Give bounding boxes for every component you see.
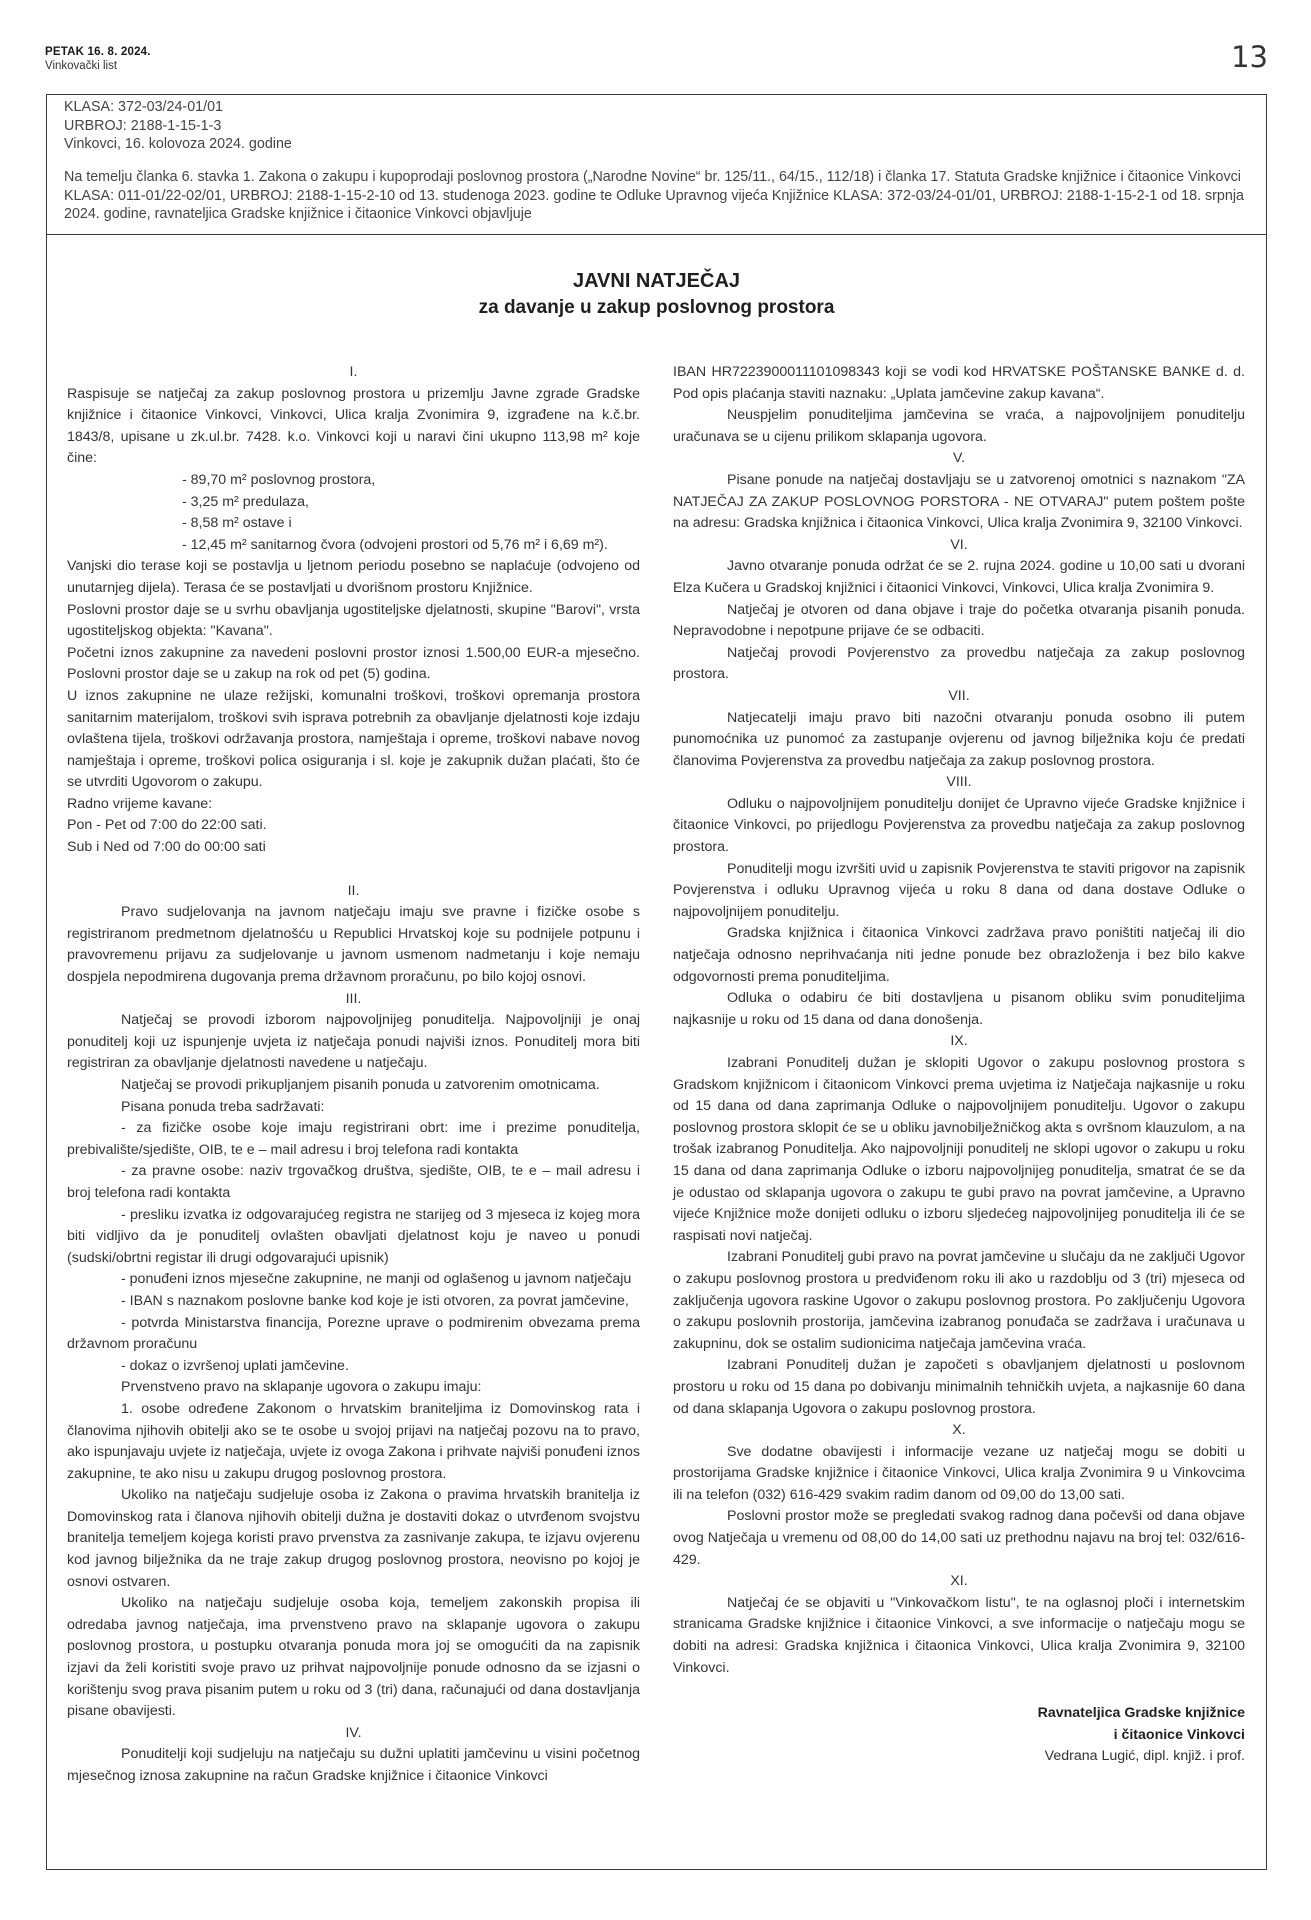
right-column	[673, 362, 1245, 1768]
paragraph: Odluka o odabiru će biti dostavljena u pisanom obliku svim ponuditeljima najkasnije u roku od 15 dana od dana donošenja.	[673, 990, 1245, 1028]
divider	[46, 234, 1267, 235]
right-column-body	[673, 362, 1245, 1679]
paragraph: - ponuđeni iznos mjesečne zakupnine, ne manji od oglašenog u javnom natječaju	[121, 1271, 632, 1288]
section-heading: I.	[349, 364, 358, 380]
section-heading: VI.	[950, 536, 968, 553]
section-heading: III.	[345, 990, 362, 1007]
paragraph: Vanjski dio terase koji se postavlja u ljetnom periodu posebno se naplaćuje (odvojeno od unutarnjeg dijela). Terasa će se postavljati u dvorišnom prostoru Knjižnice.	[67, 558, 640, 596]
paragraph: Natječaj je otvoren od dana objave i traje do početka otvaranja pisanih ponuda. Nepravodobne i nepotpune prijave će se odbaciti.	[673, 601, 1245, 640]
paragraph: - 89,70 m² poslovnog prostora,	[182, 471, 376, 488]
paragraph: Izabrani Ponuditelj dužan je započeti s obavljanjem djelatnosti u poslovnom prostoru u roku od 15 dana po dobivanju minimalnih tehničkih uvjeta, a najkasnije 60 dana od dana sklapanja Ugovora o zakupu poslovnog prostora.	[673, 1357, 1245, 1417]
paragraph: Poslovni prostor može se pregledati svakog radnog dana počevši od dana objave ovog Natječaja u vremenu od 08,00 do 14,00 sati uz prethodnu najavu na broj tel: 032/616-429.	[673, 1508, 1245, 1568]
paragraph: - za fizičke osobe koje imaju registrirani obrt: ime i prezime ponuditelja, prebivalište/sjedište, OIB, te e – mail adresu i broj telefona radi kontakta	[67, 1120, 640, 1158]
urbroj-line: URBROJ: 2188-1-15-1-3	[64, 117, 222, 134]
klasa-line: KLASA: 372-03/24-01/01	[64, 99, 223, 115]
paragraph: U iznos zakupnine ne ulaze režijski, komunalni troškovi, troškovi opremanja prostora sanitarnim materijalom, troškovi svih isprava potrebnih za obavljanje djelatnosti koje izdaju ovlaštena tijela, troškovi održavanja prostora, namještaja i opreme, troškovi nabave novog namještaja i opreme, troškovi polica osiguranja i sl. koje je zakupnik dužan plaćati, što će se utvrditi Ugovorom o zakupu.	[67, 687, 640, 791]
signature-name: Vedrana Lugić, dipl. knjiž. i prof.	[1044, 1748, 1245, 1765]
paragraph: - potvrda Ministarstva financija, Porezne uprave o podmirenim obvezama prema državnom proračunu	[67, 1314, 640, 1353]
paragraph: Natječaj se provodi prikupljanjem pisanih ponuda u zatvorenim omotnicama.	[121, 1077, 600, 1093]
paragraph: Pravo sudjelovanja na javnom natječaju imaju sve pravne i fizičke osobe s registriranom predmetnom djelatnošću u Republici Hrvatskoj koje su podnijele potpunu i pravovremenu prijavu za sudjelovanje u javnom usmenom nadmetanju i koje nemaju dospjela nepodmirena dugovanja prema državnom proračunu, po bilo kojoj osnovi.	[67, 904, 640, 986]
section-heading: II.	[347, 882, 360, 899]
paragraph: Natječaj provodi Povjerenstvo za provedbu natječaja za zakup poslovnog prostora.	[673, 644, 1245, 683]
section-heading: IX.	[950, 1033, 968, 1050]
paragraph: Poslovni prostor daje se u svrhu obavljanja ugostiteljske djelatnosti, skupine "Barovi", vrsta ugostiteljskog objekta: "Kavana".	[67, 601, 640, 640]
paragraph: Sve dodatne obavijesti i informacije vezane uz natječaj mogu se dobiti u prostorijama Gradske knjižnice i čitaonice Vinkovci, Ulica kralja Zvonimira 9 u Vinkovcima ili na telefon (032) 616-429 svakim radim danom od 09,00 do 13,00 sati.	[673, 1443, 1245, 1503]
reference-block	[64, 98, 292, 154]
paragraph: - 12,45 m² sanitarnog čvora (odvojeni prostori od 5,76 m² i 6,69 m²).	[182, 536, 608, 553]
page-number: 13	[1231, 40, 1268, 74]
section-heading: X.	[952, 1422, 966, 1439]
signature-title-1: Ravnateljica Gradske knjižnice	[1037, 1705, 1245, 1722]
paragraph: Prvenstveno pravo na sklapanje ugovora o zakupu imaju:	[121, 1379, 482, 1396]
paragraph: Sub i Ned od 7:00 do 00:00 sati	[67, 839, 266, 856]
notice-title: JAVNI NATJEČAJ	[572, 270, 741, 292]
section-heading: VII.	[948, 687, 970, 704]
newspaper-name: Vinkovački list	[45, 60, 118, 72]
paragraph: - 3,25 m² predulaza,	[182, 493, 309, 510]
section-heading: XI.	[950, 1573, 968, 1590]
paragraph: Pon - Pet od 7:00 do 22:00 sati.	[67, 817, 267, 834]
paragraph: 1. osobe određene Zakonom o hrvatskim braniteljima iz Domovinskog rata i članovima njihovih obitelji ako se te osobe u svojoj prijavi na natječaj pozovu na to pravo, ako ispunjavaju uvjete iz natječaja, uvjete iz ovoga Zakona i prihvate najviši ponuđeni iznos zakupnine, te ako nisu u zakupu drugog poslovnog prostora.	[67, 1400, 640, 1482]
signature-title-2: i čitaonice Vinkovci	[1113, 1726, 1245, 1743]
paragraph: - IBAN s naznakom poslovne banke kod koje je isti otvoren, za povrat jamčevine,	[121, 1292, 629, 1309]
section-heading: VIII.	[946, 774, 972, 791]
issue-date: PETAK 16. 8. 2024.	[45, 46, 151, 58]
signature-gap	[673, 1679, 1245, 1703]
paragraph: Neuspjelim ponuditeljima jamčevina se vraća, a najpovoljnijem ponuditelju uračunava se u cijenu prilikom sklapanja ugovora.	[673, 407, 1245, 445]
paragraph: Početni iznos zakupnine za navedeni poslovni prostor iznosi 1.500,00 EUR-a mjesečno. Poslovni prostor daje se u zakup na rok od pet (5) godina.	[67, 644, 640, 683]
left-column	[67, 362, 640, 1788]
preamble: Na temelju članka 6. stavka 1. Zakona o zakupu i kupoprodaji poslovnog prostora („Narodne Novine“ br. 125/11., 64/15., 112/18) i članka 17. Statuta Gradske knjižnice i čitaonice Vinkovci KLASA: 011-01/22-02/01, URBROJ: 2188-1-15-2-10 od 13. studenoga 2023. godine te Odluke Upravnog vijeća Knjižnice KLASA: 372-03/24-01/01, URBROJ: 2188-1-15-2-1 od 18. srpnja 2024. godine, ravnateljica Gradske knjižnice i čitaonice Vinkovci objavljuje	[64, 169, 1244, 222]
section-heading: IV.	[345, 1724, 362, 1741]
paragraph: Natječaj se provodi izborom najpovoljnijeg ponuditelja. Najpovoljniji je onaj ponuditelj koji uz ispunjenje uvjeta iz natječaja ponudi najviši iznos. Ponuditelj mora biti registriran za obavljanje djelatnosti navedene u natječaju.	[67, 1012, 640, 1072]
paragraph: Ponuditelji mogu izvršiti uvid u zapisnik Povjerenstva te staviti prigovor na zapisnik Povjerenstva i odluku Upravnog vijeća u roku 8 dana od dana dostave Odluke o najpovoljnijem ponuditelju.	[673, 860, 1245, 920]
paragraph: IBAN HR7223900011101098343 koji se vodi kod HRVATSKE POŠTANSKE BANKE d. d. Pod opis plaćanja staviti naznaku: „Uplata jamčevine zakup kavana“.	[673, 364, 1245, 402]
paragraph: - 8,58 m² ostave i	[182, 515, 292, 532]
paragraph: Natječaj će se objaviti u "Vinkovačkom listu", te na oglasnoj ploči i internetskim stranicama Gradske knjižnice i čitaonice Vinkovci, a sve informacije o natječaju mogu se dobiti na adresi: Gradska knjižnica i čitaonica Vinkovci, Ulica kralja Zvonimira 9, 32100 Vinkovci.	[673, 1594, 1245, 1676]
paragraph: Javno otvaranje ponuda održat će se 2. rujna 2024. godine u 10,00 sati u dvorani Elza Kučera u Gradskoj knjižnici i čitaonici Vinkovci, Vinkovci, Ulica kralja Zvonimira 9.	[673, 558, 1245, 596]
paragraph: Radno vrijeme kavane:	[67, 795, 213, 812]
paragraph: Izabrani Ponuditelj dužan je sklopiti Ugovor o zakupu poslovnog prostora s Gradskom knjižnicom i čitaonicom Vinkovci prema uvjetima iz Natječaja najkasnije u roku od 15 dana od dana zaprimanja Odluke o najpovoljnijem ponuditelju. Ugovor o zakupu poslovnog prostora sklopit će se u obliku javnobilježničkog akta s ovršnom klauzulom, a na trošak izabranog Ponuditelja. Ako najpovoljniji ponuditelj ne sklopi ugovor o zakupu u roku 15 dana od dana zaprimanja Odluke o izboru najpovoljnijeg ponuditelja, smatrat će se da je odustao od sklapanja ugovora o zakupu te gubi pravo na povrat jamčevine, a Upravno vijeće Knjižnice može donijeti odluku o izboru sljedećeg najpovoljnijeg ponuditelja ili će se raspisati novi natječaj.	[673, 1055, 1245, 1244]
spacer	[67, 859, 640, 881]
paragraph: Gradska knjižnica i čitaonica Vinkovci zadržava pravo poništiti natječaj ili dio natječaja odnosno neprihvaćanja niti jedne ponude bez obrazloženja i bez bilo kakve odgovornosti prema ponuditeljima.	[673, 925, 1245, 985]
paragraph: Ponuditelji koji sudjeluju na natječaju su dužni uplatiti jamčevinu u visini početnog mjesečnog iznosa zakupnine na račun Gradske knjižnice i čitaonice Vinkovci	[67, 1746, 640, 1784]
paragraph: Ukoliko na natječaju sudjeluje osoba iz Zakona o pravima hrvatskih branitelja iz Domovinskog rata i članova njihovih obitelji dužna je dostaviti dokaz o utvrđenom svojstvu branitelja temeljem kojega koristi pravo prvenstva za zasnivanje zakupa, te izjavu ovjerenu kod javnog bilježnika da ne traje zakup drugog poslovnog prostora, neovisno po kojoj je osnovi ostvaren.	[67, 1487, 640, 1590]
notice-subtitle: za davanje u zakup poslovnog prostora	[478, 297, 835, 318]
paragraph: Pisana ponuda treba sadržavati:	[121, 1098, 325, 1115]
paragraph: - za pravne osobe: naziv trgovačkog društva, sjedište, OIB, te e – mail adresu i broj telefona radi kontakta	[67, 1163, 640, 1201]
section-heading: V.	[952, 450, 966, 467]
paragraph: Pisane ponude na natječaj dostavljaju se u zatvorenoj omotnici s naznakom "ZA NATJEČAJ ZA ZAKUP POSLOVNOG PORSTORA - NE OTVARAJ" putem poštem pošte na adresu: Gradska knjižnica i čitaonica Vinkovci, Ulica kralja Zvonimira 9, 32100 Vinkovci.	[673, 471, 1245, 532]
paragraph: - dokaz o izvršenoj uplati jamčevine.	[121, 1357, 349, 1374]
paragraph: Izabrani Ponuditelj gubi pravo na povrat jamčevine u slučaju da ne zaključi Ugovor o zakupu poslovnog prostora u predviđenom roku ili ako u razdoblju od 3 (tri) mjeseca od zaključenja ugovora raskine Ugovor o zakupu poslovnog prostora. Po zaključenju Ugovora o zakupu poslovnih prostorija, jamčevina izabranog ponuđača se zadržava i uračunava u zakupninu, dok se ostalim sudionicima natječaja jamčevina vraća.	[673, 1249, 1245, 1352]
paragraph: Odluku o najpovoljnijem ponuditelju donijet će Upravno vijeće Gradske knjižnice i čitaonice Vinkovci, po prijedlogu Povjerenstva za provedbu natječaja za zakup poslovnog prostora.	[673, 795, 1245, 856]
paragraph: Natjecatelji imaju pravo biti nazočni otvaranju ponuda osobno ili putem punomoćnika uz punomoć za zastupanje ovjerenu od javnog bilježnika koju će predati članovima Povjerenstva za provedbu natječaja za zakup poslovnog prostora.	[673, 709, 1245, 769]
paragraph: Ukoliko na natječaju sudjeluje osoba koja, temeljem zakonskih propisa ili odredaba javnog natječaja, ima prvenstveno pravo na sklapanje ugovora o zakupu poslovnog prostora, u postupku otvaranja ponuda mora joj se omogućiti da na zapisnik izjavi da želi koristiti svoje pravo uz prihvat najpovoljnije ponude odnosno da se izjasni o korištenju svog prava pisanim putem u roku od 3 (tri) dana, računajući od dana dostavljanja pisane obavijesti.	[67, 1595, 640, 1720]
paragraph: - presliku izvatka iz odgovarajućeg registra ne starijeg od 3 mjeseca iz kojeg mora biti vidljivo da je ponuditelj ovlašten obavljati djelatnost koju je naveo u ponudi (sudski/obrtni registar ili drugi odgovarajući upisnik)	[67, 1206, 640, 1266]
paragraph: Raspisuje se natječaj za zakup poslovnog prostora u prizemlju Javne zgrade Gradske knjižnice i čitaonice Vinkovci, Vinkovci, Ulica kralja Zvonimira 9, izgrađene na k.č.br. 1843/8, upisane u zk.ul.br. 7428. k.o. Vinkovci koji u naravi čini ukupno 113,98 m² koje čine:	[67, 385, 640, 467]
place-date-line: Vinkovci, 16. kolovoza 2024. godine	[64, 136, 292, 152]
